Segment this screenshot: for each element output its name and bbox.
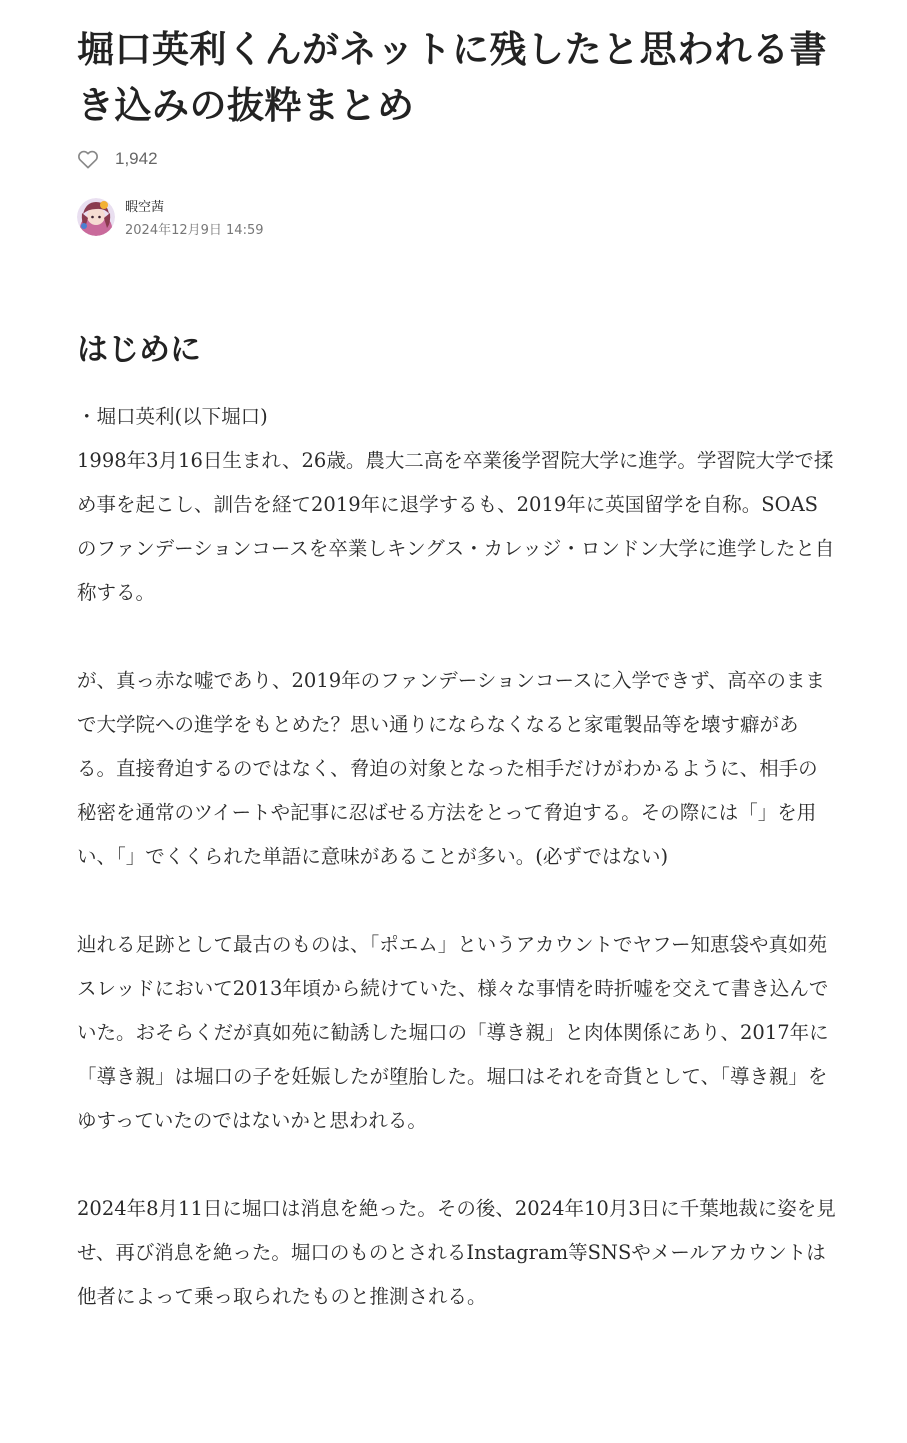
author-info: [77, 196, 264, 238]
paragraph: が、真っ赤な嘘であり、2019年のファンデーションコースに入学できず、高卒のままで大学院への進学をもとめた？思い通りにならなくなると家電製品等を壊す癖がある。直接脅迫するのではなく、脅迫の対象となった相手だけがわかるように、相手の秘密を通常のツイートや記事に忍ばせる方法をとって脅迫する。その際には「」を用い、「」でくくられた単語に意味があることが多い。(必ずではない): [77, 669, 825, 868]
paragraph: ・堀口英利(以下堀口) 1998年3月16日生まれ、26歳。農大二高を卒業後学習院大学に進学。学習院大学で揉め事を起こし、訓告を経て2019年に退学するも、2019年に英国留学を自称。SOASのファンデーションコースを卒業しキングス・カレッジ・ロンドン大学に進学したと自称する。: [77, 405, 835, 604]
section-heading: はじめに: [77, 332, 201, 368]
publish-date: 2024年12月9日 14:59: [125, 223, 264, 238]
heart-outline-icon[interactable]: [77, 149, 99, 169]
like-bar: [77, 146, 158, 172]
article-title: 堀口英利くんがネットに残したと思われる書き込みの抜粋まとめ: [77, 28, 827, 127]
paragraph: 2024年8月11日に堀口は消息を絶った。その後、2024年10月3日に千葉地裁に姿を見せ、再び消息を絶った。堀口のものとされるInstagram等SNSやメールアカウントは他者によって乗っ取られたものと推測される。: [77, 1197, 836, 1308]
avatar[interactable]: [77, 198, 115, 236]
paragraph: 辿れる足跡として最古のものは、「ポエム」というアカウントでヤフー知恵袋や真如苑スレッドにおいて2013年頃から続けていた、様々な事情を時折嘘を交えて書き込んでいた。おそらくだが真如苑に勧誘した堀口の「導き親」と肉体関係にあり、2017年に「導き親」は堀口の子を妊娠したが堕胎した。堀口はそれを奇貨として、「導き親」をゆすっていたのではないかと思われる。: [77, 933, 829, 1132]
author-name[interactable]: 暇空茜: [125, 200, 165, 215]
article-body: [77, 395, 837, 1319]
like-count: 1,942: [115, 149, 158, 168]
author-meta: [125, 196, 264, 238]
